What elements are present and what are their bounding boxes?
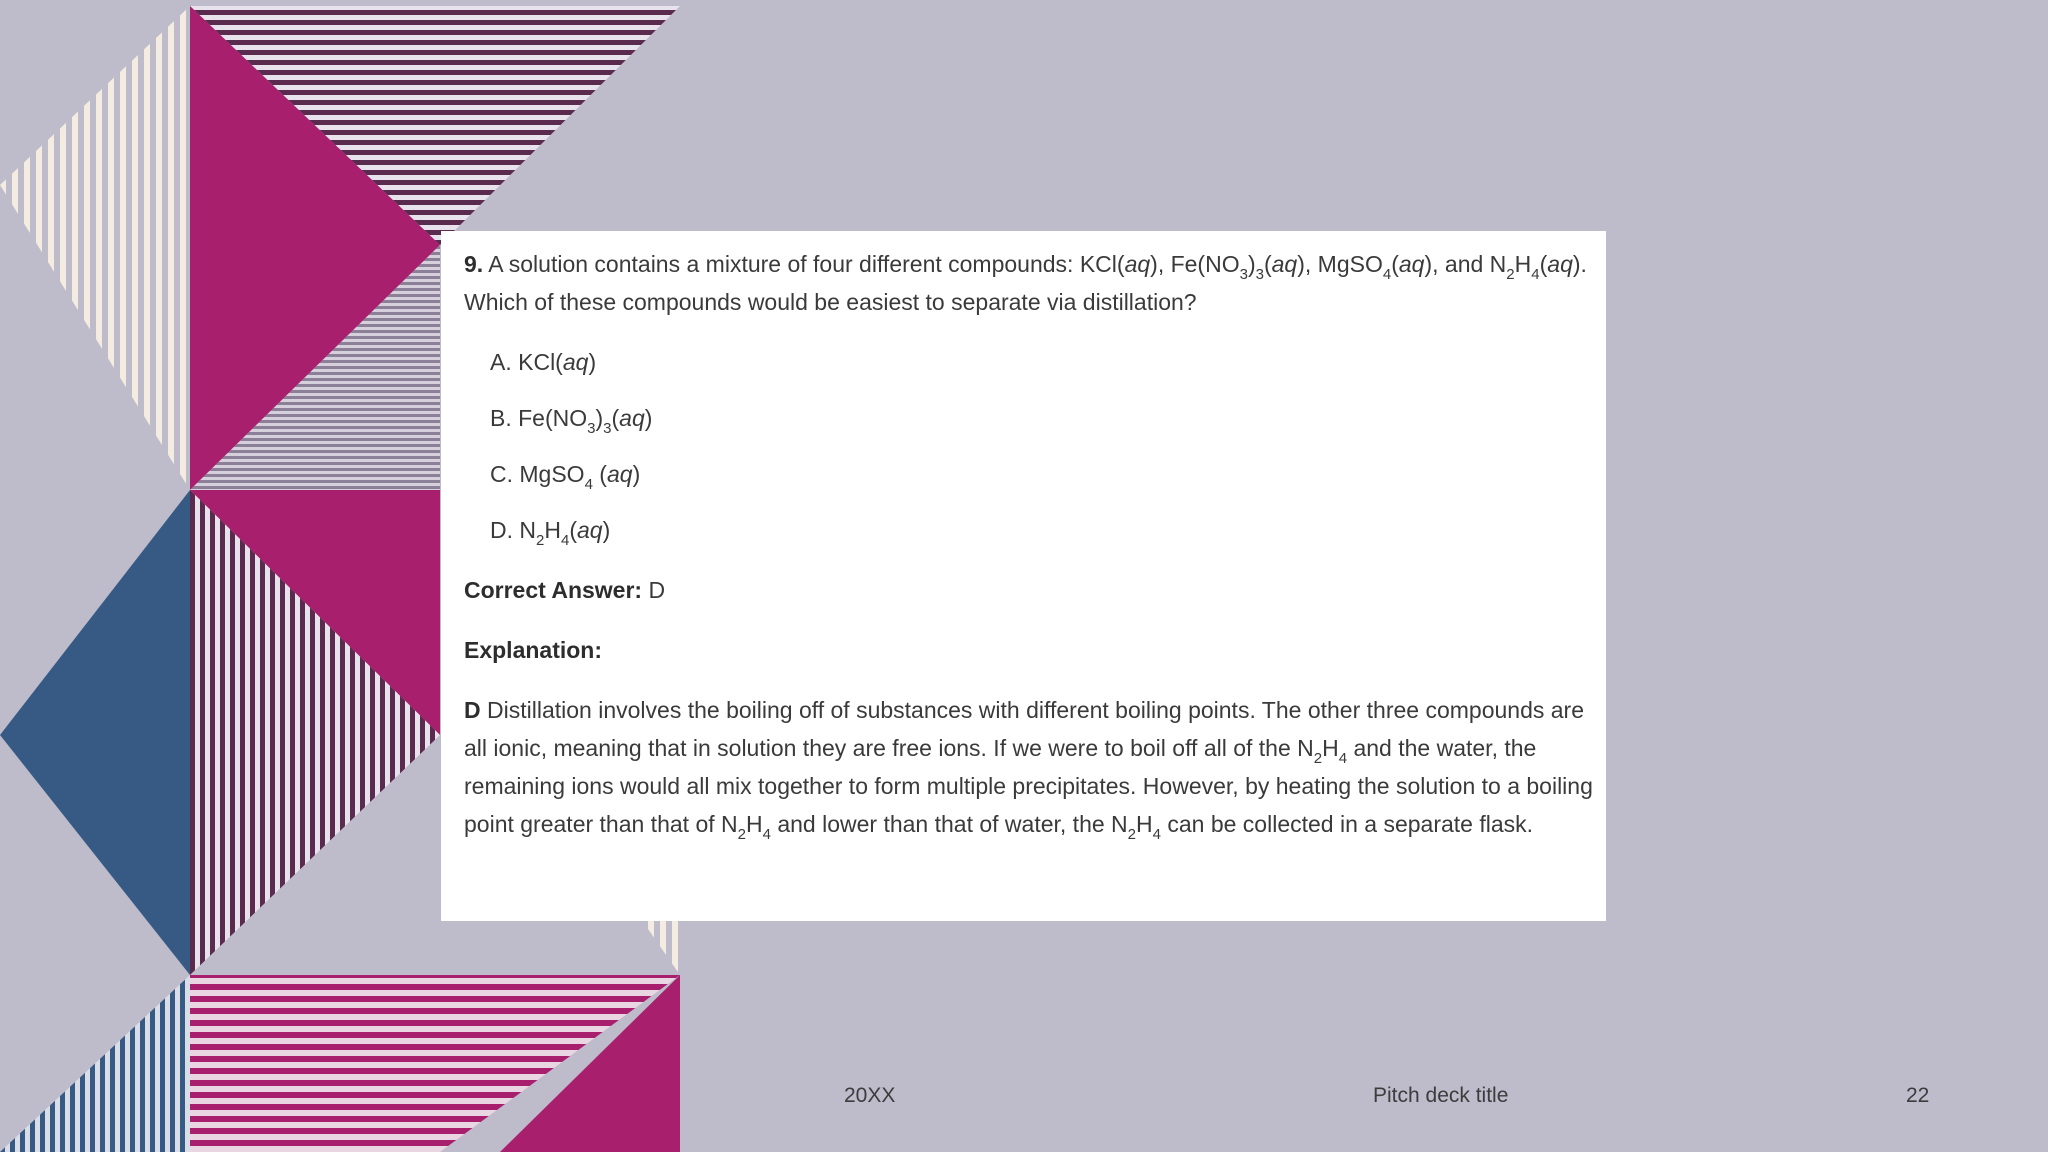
correct-answer-value: D (642, 577, 666, 603)
footer-date: 20XX (844, 1084, 896, 1107)
explanation-text: D Distillation involves the boiling off of substances with different boiling points. The other three compounds are all ionic, meaning that in solution they are free ions. If we were to boil off all of the $N_2H_4$ and the water, the remaining ions would all mix together to form multiple precipitates. However, by heating the solution to a boiling point greater than that of $N_2H_4$ and lower than that of water, the $N_2H_4$ can be collected in a separate flask. (464, 697, 1593, 843)
question-number: 9. (464, 251, 484, 277)
option-d: D. $N_2H_4(aq)$ (490, 517, 611, 549)
page-number: 22 (1906, 1084, 1930, 1107)
option-b: B. $Fe(NO_3)_3(aq)$ (490, 405, 653, 437)
option-c: C. MgSO$_4$ (aq) (490, 461, 641, 493)
explanation-heading: Explanation: (464, 637, 603, 663)
correct-answer-label: Correct Answer: (464, 577, 643, 603)
question-text: 9. A solution contains a mixture of four different compounds: KCl(aq), $Fe(NO_3)_3(aq)$, MgSO$_4$(aq), and $N_2H_4(aq)$. Which of these compounds would be easiest to separate via distillation? (464, 251, 1587, 315)
question-card (441, 231, 1606, 921)
footer-title: Pitch deck title (1373, 1084, 1509, 1107)
option-a: A. KCl(aq) (490, 349, 597, 375)
correct-answer (464, 571, 1594, 609)
